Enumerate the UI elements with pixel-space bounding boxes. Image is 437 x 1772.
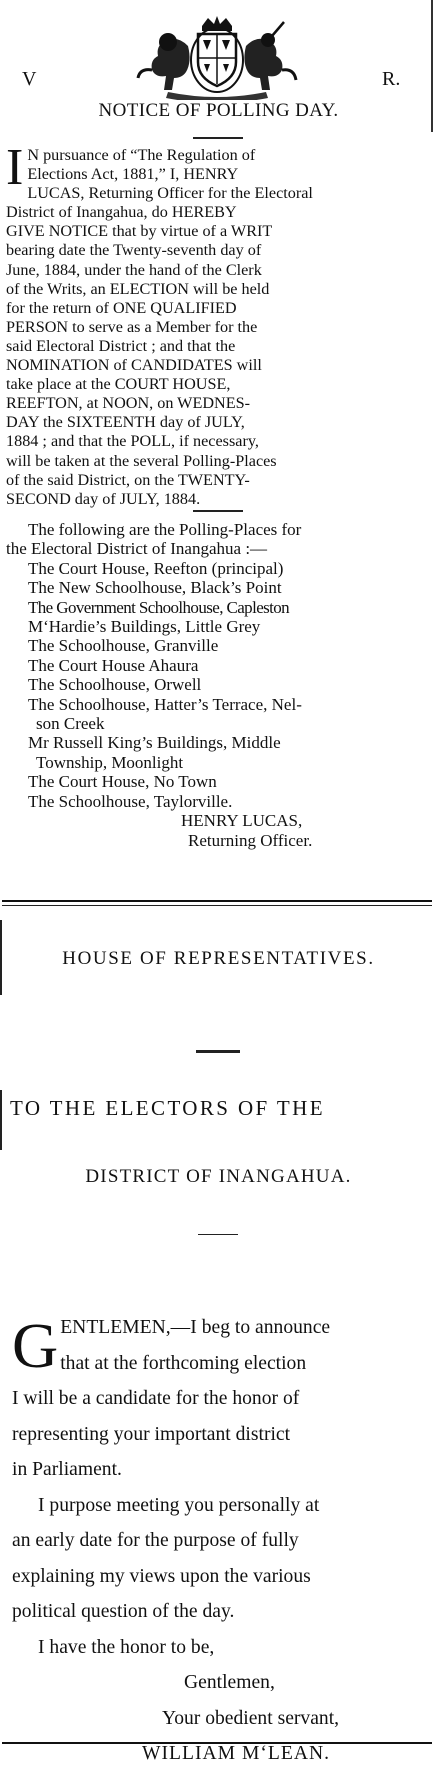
- crest-letter-v: V: [22, 68, 37, 90]
- notice-line: bearing date the Twenty-seventh day of: [6, 241, 262, 260]
- short-rule: [193, 510, 243, 512]
- district-heading: DISTRICT OF INANGAHUA.: [85, 1166, 352, 1187]
- polling-place: The New Schoolhouse, Black’s Point: [28, 578, 282, 598]
- letter-line: explaining my views upon the various: [12, 1565, 311, 1587]
- letter-dropcap: G: [12, 1310, 59, 1381]
- notice-line: said Electoral District ; and that the: [6, 336, 236, 355]
- notice-line: for the return of ONE QUALIFIED: [6, 298, 237, 317]
- electors-heading: TO THE ELECTORS OF THE: [10, 1096, 325, 1120]
- letter-signature: WILLIAM M‘LEAN.: [142, 1743, 331, 1764]
- polling-place: Township, Moonlight: [36, 752, 184, 772]
- notice-line: DAY the SIXTEENTH day of JULY,: [6, 413, 245, 432]
- notice-line: take place at the COURT HOUSE,: [6, 375, 231, 394]
- notice-line: June, 1884, under the hand of the Clerk: [6, 260, 262, 279]
- candidate-letter: [12, 1310, 432, 1772]
- notice-line: of the said District, on the TWENTY-: [6, 470, 250, 489]
- places-intro: the Electoral District of Inangahua :—: [6, 539, 268, 559]
- section-rule: [2, 905, 432, 906]
- house-heading: HOUSE OF REPRESENTATIVES.: [62, 948, 375, 969]
- notice-line: SECOND day of JULY, 1884.: [6, 489, 201, 508]
- polling-place: The Schoolhouse, Taylorville.: [28, 791, 233, 811]
- signature-name: HENRY LUCAS,: [181, 811, 303, 831]
- letter-line: an early date for the purpose of fully: [12, 1530, 299, 1551]
- signature-title: Returning Officer.: [188, 830, 313, 850]
- letter-line: I will be a candidate for the honor of: [12, 1388, 300, 1409]
- polling-place: The Schoolhouse, Hatter’s Terrace, Nel-: [28, 694, 302, 714]
- letter-line: ENTLEMEN,—I beg to announce: [60, 1317, 331, 1338]
- letter-line: that at the forthcoming election: [60, 1352, 307, 1374]
- letter-line: representing your important district: [12, 1423, 291, 1445]
- letter-closing: Your obedient servant,: [162, 1707, 340, 1729]
- crest-header: [0, 16, 437, 100]
- short-rule: [193, 137, 243, 139]
- notice-line: NOMINATION of CANDIDATES will: [6, 356, 262, 375]
- polling-place: Mr Russell King’s Buildings, Middle: [28, 733, 281, 753]
- letter-line: in Parliament.: [12, 1459, 122, 1480]
- notice-line: 1884 ; and that the POLL, if necessary,: [6, 432, 259, 451]
- section-rule: [2, 900, 432, 902]
- polling-place: The Government Schoolhouse, Capleston: [28, 597, 290, 617]
- polling-place: The Schoolhouse, Granville: [28, 636, 219, 656]
- short-rule: [196, 1050, 240, 1053]
- short-rule: [198, 1234, 238, 1235]
- notice-line: GIVE NOTICE that by virtue of a WRIT: [6, 222, 273, 241]
- dropcap: I: [6, 139, 24, 196]
- letter-line: I purpose meeting you personally at: [38, 1494, 320, 1516]
- notice-line: will be taken at the several Polling-Places: [6, 451, 277, 470]
- royal-coat-of-arms-icon: [128, 16, 306, 100]
- polling-place: M‘Hardie’s Buildings, Little Grey: [28, 617, 261, 637]
- notice-line: N pursuance of “The Regulation of: [27, 146, 256, 164]
- polling-places-list: [6, 520, 426, 850]
- notice-line: PERSON to serve as a Member for the: [6, 317, 258, 336]
- letter-line: I have the honor to be,: [38, 1636, 215, 1658]
- letter-closing: Gentlemen,: [184, 1672, 275, 1693]
- notice-line: LUCAS, Returning Officer for the Electoral: [27, 184, 313, 203]
- notice-line: REEFTON, at NOON, on WEDNES-: [6, 394, 250, 413]
- polling-place: The Court House Ahaura: [28, 655, 199, 675]
- bottom-rule: [2, 1742, 432, 1744]
- polling-place: son Creek: [36, 714, 105, 734]
- notice-body: [6, 139, 420, 509]
- polling-place: The Court House, Reefton (principal): [28, 558, 284, 578]
- polling-place: The Court House, No Town: [28, 772, 217, 792]
- crest-letter-r: R.: [382, 68, 401, 90]
- notice-line: Elections Act, 1881,” I, HENRY: [27, 165, 239, 184]
- polling-place: The Schoolhouse, Orwell: [28, 675, 202, 695]
- notice-line: of the Writs, an ELECTION will be held: [6, 279, 270, 298]
- notice-line: District of Inangahua, do HEREBY: [6, 203, 237, 222]
- letter-line: political question of the day.: [12, 1601, 235, 1622]
- places-intro: The following are the Polling-Places for: [28, 520, 302, 539]
- column-edge: [0, 1090, 2, 1150]
- notice-title: NOTICE OF POLLING DAY.: [98, 100, 339, 121]
